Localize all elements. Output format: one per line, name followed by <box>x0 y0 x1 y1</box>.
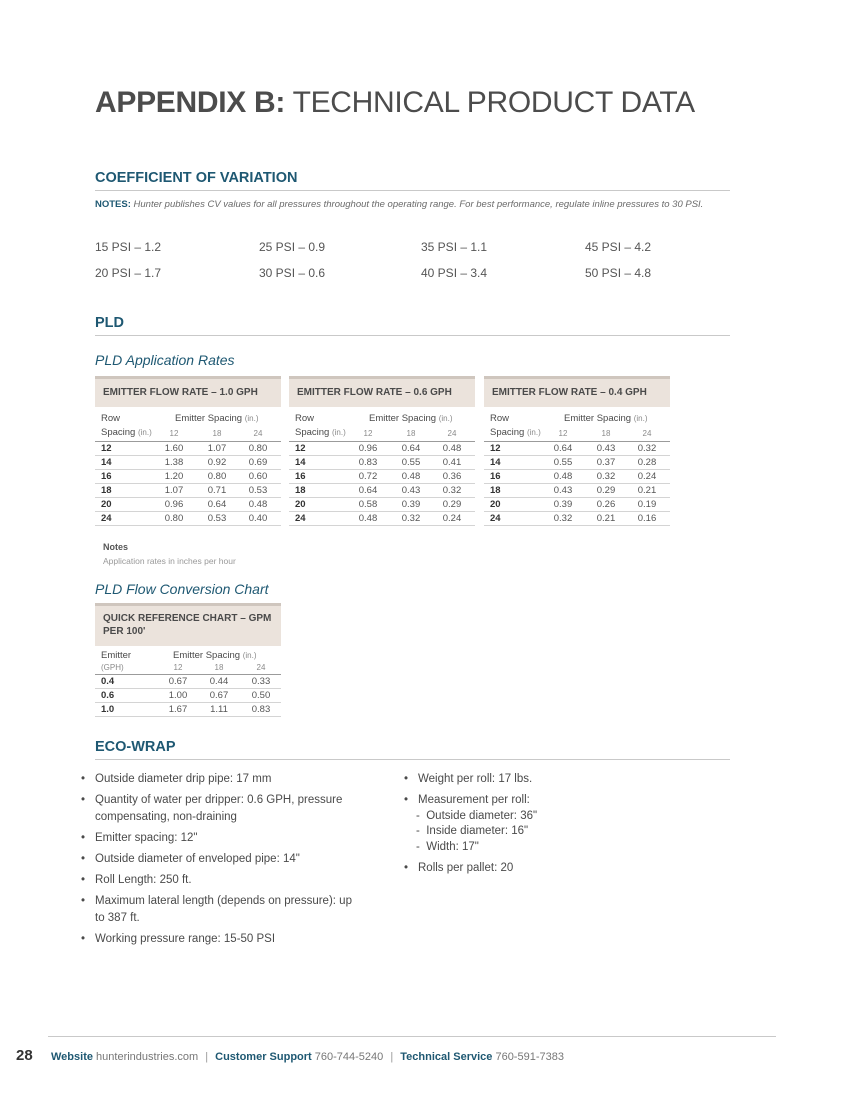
table-cell: 0.53 <box>248 485 268 496</box>
table-header: EMITTER FLOW RATE – 0.4 GPH <box>484 376 670 407</box>
table-cell: 1.07 <box>207 443 227 454</box>
table-cell: 0.48 <box>401 471 421 482</box>
table-cell: 0.55 <box>401 457 421 468</box>
pld-heading-text: PLD <box>95 315 124 331</box>
table-cell: 0.72 <box>358 471 378 482</box>
spacing-24: 24 <box>253 429 263 438</box>
cv-heading-text: COEFFICIENT OF VARIATION <box>95 170 298 186</box>
row-spacing: 20 <box>101 499 112 510</box>
table-row <box>484 456 670 470</box>
table-cell: 0.43 <box>553 485 573 496</box>
table-row <box>289 456 475 470</box>
table-cell: 0.37 <box>596 457 616 468</box>
spacing-12: 12 <box>173 663 183 672</box>
table-row <box>289 442 475 456</box>
tech-phone: 760-591-7383 <box>495 1051 564 1063</box>
table-row <box>95 456 281 470</box>
application-rate-table <box>289 376 475 526</box>
quick-reference-header: QUICK REFERENCE CHART – GPM PER 100' <box>95 603 281 646</box>
table-cell: 0.83 <box>251 704 271 715</box>
eco-item: • Outside diameter of enveloped pipe: 14" <box>81 853 300 865</box>
table-cell: 0.32 <box>637 443 657 454</box>
gph-label: (GPH) <box>101 663 124 672</box>
row-spacing: 24 <box>101 513 112 524</box>
eco-item: • Measurement per roll: <box>404 794 530 806</box>
page-title <box>95 86 695 120</box>
table-cell: 0.21 <box>637 485 657 496</box>
table-row <box>289 498 475 512</box>
row-spacing: 16 <box>490 471 501 482</box>
table-cell: 0.24 <box>637 471 657 482</box>
table-header: EMITTER FLOW RATE – 0.6 GPH <box>289 376 475 407</box>
row-spacing: 14 <box>490 457 501 468</box>
table-cell: 0.83 <box>358 457 378 468</box>
spacing-12: 12 <box>169 429 179 438</box>
support-phone: 760-744-5240 <box>314 1051 384 1063</box>
table-cell: 0.48 <box>553 471 573 482</box>
title-light: TECHNICAL PRODUCT DATA <box>292 86 695 119</box>
eco-item: • Roll Length: 250 ft. <box>81 874 192 886</box>
website-label: Website <box>51 1051 93 1063</box>
table-row <box>484 442 670 456</box>
cv-value: 30 PSI – 0.6 <box>259 266 326 280</box>
eco-wrap-heading-text: ECO-WRAP <box>95 739 176 755</box>
table-cell: 0.26 <box>596 499 616 510</box>
table-row <box>289 484 475 498</box>
row-spacing: 24 <box>490 513 501 524</box>
table-cell: 1.07 <box>164 485 184 496</box>
eco-item: • Outside diameter drip pipe: 17 mm <box>81 773 272 785</box>
column-header <box>289 407 475 442</box>
table-row <box>95 512 281 526</box>
eco-item: • Emitter spacing: 12" <box>81 832 198 844</box>
page-number: 28 <box>16 1047 33 1064</box>
measurement-item: - Width: 17" <box>416 841 479 853</box>
measurement-item: - Outside diameter: 36" <box>416 810 538 822</box>
emitter-rate: 0.4 <box>101 676 115 687</box>
spacing-label: Spacing (in.) <box>101 427 152 438</box>
row-spacing: 12 <box>101 443 112 454</box>
cv-heading <box>95 169 730 191</box>
emitter-rate: 0.6 <box>101 690 115 701</box>
table-header: EMITTER FLOW RATE – 1.0 GPH <box>95 376 281 407</box>
cv-notes <box>95 198 735 211</box>
quick-reference-column-header <box>95 646 281 675</box>
table-cell: 0.32 <box>596 471 616 482</box>
table-cell: 0.64 <box>553 443 573 454</box>
eco-item: • Rolls per pallet: 20 <box>404 862 514 874</box>
table-cell: 0.64 <box>401 443 421 454</box>
notes-text: Application rates in inches per hour <box>103 556 236 566</box>
table-cell: 0.32 <box>401 513 421 524</box>
eco-item: • Working pressure range: 15-50 PSI <box>81 933 276 945</box>
table-cell: 0.16 <box>637 513 657 524</box>
table-cell: 1.20 <box>164 471 184 482</box>
footer: Website hunterindustries.com | Customer Support 760-744-5240 | Technical Service 760-591-7383 <box>51 1051 564 1063</box>
table-row <box>484 512 670 526</box>
spacing-label: Spacing (in.) <box>295 427 346 438</box>
spacing-label: Spacing (in.) <box>490 427 541 438</box>
table-cell: 0.80 <box>248 443 268 454</box>
emitter-spacing-label: Emitter Spacing (in.) <box>369 413 453 424</box>
emitter-label: Emitter <box>101 650 132 661</box>
table-row <box>95 498 281 512</box>
table-cell: 0.92 <box>207 457 227 468</box>
table-cell: 0.33 <box>251 676 271 687</box>
notes-heading: Notes <box>103 542 129 552</box>
table-cell: 0.50 <box>251 690 271 701</box>
cv-value: 35 PSI – 1.1 <box>421 240 488 254</box>
spacing-18: 18 <box>406 429 416 438</box>
application-rate-table <box>95 376 281 526</box>
pld-flow-title: PLD Flow Conversion Chart <box>95 581 269 597</box>
table-row <box>95 442 281 456</box>
table-cell: 0.24 <box>442 513 462 524</box>
table-cell: 0.29 <box>442 499 462 510</box>
spacing-12: 12 <box>558 429 568 438</box>
table-cell: 0.64 <box>358 485 378 496</box>
table-cell: 0.43 <box>596 443 616 454</box>
table-cell: 0.21 <box>596 513 616 524</box>
emitter-spacing-label: Emitter Spacing (in.) <box>564 413 648 424</box>
table-row <box>95 675 281 689</box>
table-cell: 0.55 <box>553 457 573 468</box>
row-spacing: 18 <box>490 485 501 496</box>
table-row <box>289 512 475 526</box>
cv-value: 15 PSI – 1.2 <box>95 240 162 254</box>
row-spacing: 14 <box>295 457 306 468</box>
spacing-24: 24 <box>447 429 457 438</box>
cv-value: 25 PSI – 0.9 <box>259 240 326 254</box>
row-label: Row <box>101 413 121 424</box>
emitter-spacing-label: Emitter Spacing (in.) <box>173 650 257 661</box>
row-spacing: 18 <box>295 485 306 496</box>
table-row <box>484 470 670 484</box>
row-spacing: 16 <box>295 471 306 482</box>
table-cell: 1.60 <box>164 443 184 454</box>
table-cell: 0.36 <box>442 471 462 482</box>
row-spacing: 14 <box>101 457 112 468</box>
cv-value: 20 PSI – 1.7 <box>95 266 162 280</box>
table-cell: 0.29 <box>596 485 616 496</box>
table-cell: 0.53 <box>207 513 227 524</box>
tech-label: Technical Service <box>400 1051 493 1063</box>
table-cell: 1.38 <box>164 457 184 468</box>
table-cell: 0.58 <box>358 499 378 510</box>
table-row <box>95 484 281 498</box>
cv-notes-text: Hunter publishes CV values for all pressures throughout the operating range. For best performance, regulate inline pressures to 30 PSI. <box>133 199 704 210</box>
row-spacing: 16 <box>101 471 112 482</box>
table-cell: 0.48 <box>442 443 462 454</box>
spacing-24: 24 <box>642 429 652 438</box>
row-spacing: 18 <box>101 485 112 496</box>
table-cell: 0.80 <box>164 513 184 524</box>
row-label: Row <box>490 413 510 424</box>
table-row <box>95 689 281 703</box>
table-cell: 0.80 <box>207 471 227 482</box>
table-cell: 0.96 <box>164 499 184 510</box>
table-cell: 0.67 <box>168 676 188 687</box>
footer-divider <box>48 1036 776 1037</box>
table-cell: 0.39 <box>553 499 573 510</box>
spacing-18: 18 <box>214 663 224 672</box>
table-row <box>289 470 475 484</box>
measurement-item: - Inside diameter: 16" <box>416 825 529 837</box>
spacing-24: 24 <box>256 663 266 672</box>
quick-reference-table <box>95 603 281 717</box>
emitter-rate: 1.0 <box>101 704 115 715</box>
table-row <box>484 498 670 512</box>
cv-value: 50 PSI – 4.8 <box>585 266 652 280</box>
table-cell: 0.71 <box>207 485 227 496</box>
cv-value: 40 PSI – 3.4 <box>421 266 488 280</box>
eco-wrap-heading <box>95 738 730 760</box>
row-spacing: 20 <box>295 499 306 510</box>
pld-app-rates-title: PLD Application Rates <box>95 352 235 368</box>
spacing-12: 12 <box>363 429 373 438</box>
row-spacing: 24 <box>295 513 306 524</box>
table-cell: 0.32 <box>553 513 573 524</box>
table-row <box>95 470 281 484</box>
table-cell: 0.48 <box>358 513 378 524</box>
table-cell: 0.41 <box>442 457 462 468</box>
table-cell: 0.64 <box>207 499 227 510</box>
table-cell: 0.28 <box>637 457 657 468</box>
table-cell: 0.39 <box>401 499 421 510</box>
table-cell: 0.96 <box>358 443 378 454</box>
website-link[interactable]: hunterindustries.com <box>96 1051 199 1063</box>
pld-heading <box>95 314 730 336</box>
row-spacing: 20 <box>490 499 501 510</box>
table-cell: 0.60 <box>248 471 268 482</box>
table-row <box>95 703 281 717</box>
eco-item: • Quantity of water per dripper: 0.6 GPH, pressure compensating, non-draining <box>81 794 343 823</box>
eco-item: • Weight per roll: 17 lbs. <box>404 773 533 785</box>
spacing-18: 18 <box>212 429 222 438</box>
table-cell: 0.48 <box>248 499 268 510</box>
application-rate-table <box>484 376 670 526</box>
table-cell: 0.69 <box>248 457 268 468</box>
table-cell: 0.40 <box>248 513 268 524</box>
title-bold: APPENDIX B: <box>95 86 286 119</box>
column-header <box>95 407 281 442</box>
support-label: Customer Support <box>215 1051 312 1063</box>
table-cell: 0.32 <box>442 485 462 496</box>
table-cell: 0.67 <box>209 690 229 701</box>
spacing-18: 18 <box>601 429 611 438</box>
column-header <box>484 407 670 442</box>
table-cell: 0.43 <box>401 485 421 496</box>
cv-notes-label: NOTES: <box>95 199 131 210</box>
table-cell: 1.67 <box>168 704 188 715</box>
emitter-spacing-label: Emitter Spacing (in.) <box>175 413 259 424</box>
table-cell: 0.19 <box>637 499 657 510</box>
table-cell: 0.44 <box>209 676 229 687</box>
table-row <box>484 484 670 498</box>
eco-item: • Maximum lateral length (depends on pressure): up to 387 ft. <box>81 895 352 924</box>
table-cell: 1.11 <box>210 704 228 715</box>
row-label: Row <box>295 413 315 424</box>
cv-value: 45 PSI – 4.2 <box>585 240 652 254</box>
row-spacing: 12 <box>490 443 501 454</box>
table-cell: 1.00 <box>168 690 188 701</box>
row-spacing: 12 <box>295 443 306 454</box>
